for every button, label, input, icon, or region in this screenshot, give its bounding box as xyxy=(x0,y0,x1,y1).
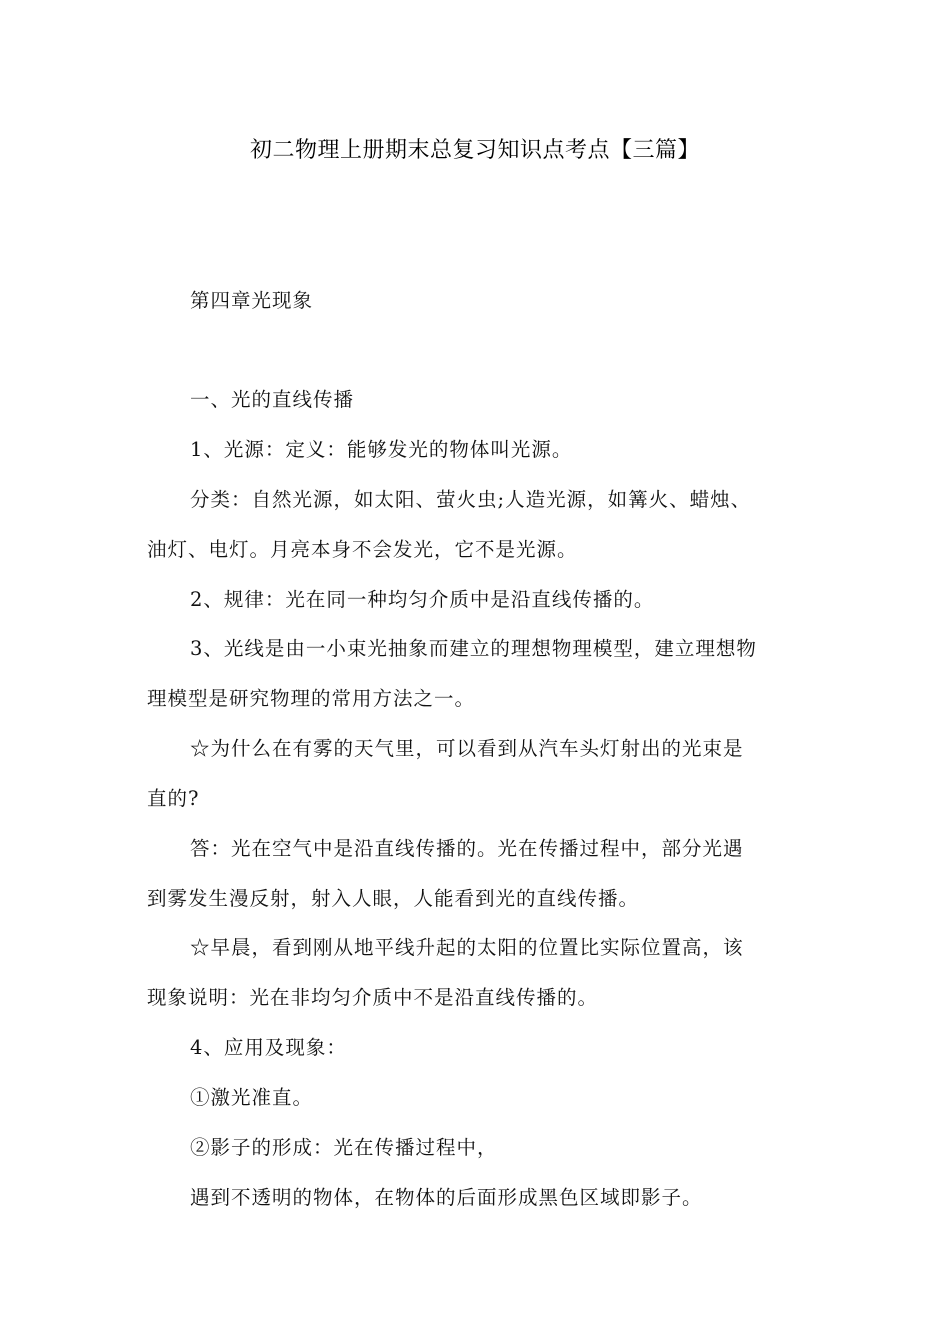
paragraph-line: 4、应用及现象： xyxy=(190,1036,347,1059)
paragraph-line: 遇到不透明的物体，在物体的后面形成黑色区域即影子。 xyxy=(190,1186,703,1209)
paragraph-line: ☆为什么在有雾的天气里，可以看到从汽车头灯射出的光束是 xyxy=(190,737,744,760)
paragraph-line: 分类：自然光源，如太阳、萤火虫;人造光源，如篝火、蜡烛、 xyxy=(190,488,752,511)
paragraph-line: ②影子的形成：光在传播过程中， xyxy=(190,1136,498,1159)
paragraph-line: 答：光在空气中是沿直线传播的。光在传播过程中，部分光遇 xyxy=(190,837,744,860)
paragraph-line: 3、光线是由一小束光抽象而建立的理想物理模型，建立理想物 xyxy=(190,637,757,660)
paragraph-line: ☆早晨，看到刚从地平线升起的太阳的位置比实际位置高，该 xyxy=(190,936,744,959)
chapter-heading: 第四章光现象 xyxy=(190,289,314,312)
paragraph-line: 理模型是研究物理的常用方法之一。 xyxy=(147,687,476,710)
section-heading: 一、光的直线传播 xyxy=(190,388,355,411)
paragraph-line: ①激光准直。 xyxy=(190,1086,314,1109)
document-title: 初二物理上册期末总复习知识点考点【三篇】 xyxy=(249,138,700,163)
paragraph-line: 直的? xyxy=(147,787,200,810)
paragraph-line: 2、规律：光在同一种均匀介质中是沿直线传播的。 xyxy=(190,588,655,611)
paragraph-line: 现象说明：光在非均匀介质中不是沿直线传播的。 xyxy=(147,986,599,1009)
paragraph-line: 1、光源：定义：能够发光的物体叫光源。 xyxy=(190,438,573,461)
paragraph-line: 油灯、电灯。月亮本身不会发光，它不是光源。 xyxy=(147,538,578,561)
paragraph-line: 到雾发生漫反射，射入人眼，人能看到光的直线传播。 xyxy=(147,887,640,910)
